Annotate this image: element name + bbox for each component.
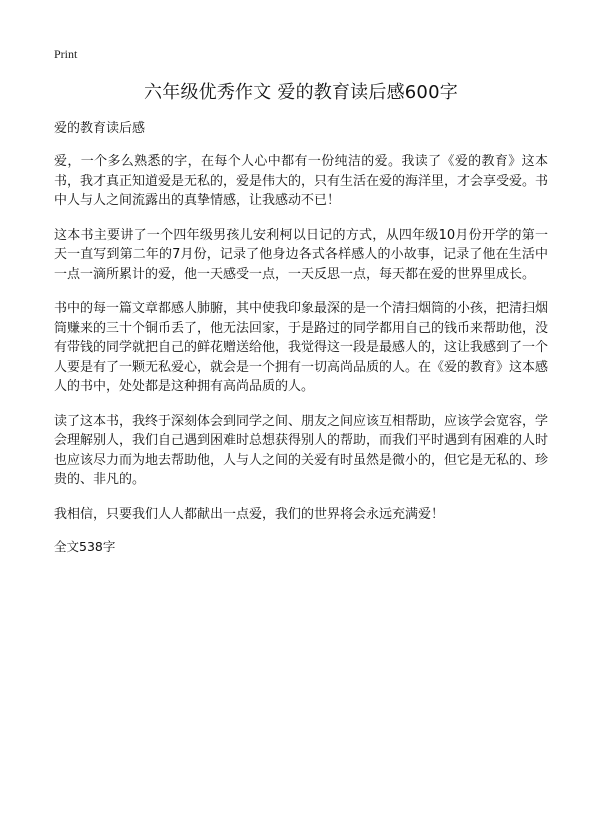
paragraph-1: 爱，一个多么熟悉的字，在每个人心中都有一份纯洁的爱。我读了《爱的教育》这本书，我才真正知道爱是无私的，爱是伟大的，只有生活在爱的海洋里，才会享受爱。书中人与人之间流露出的真挚情感，让我感动不已！ bbox=[54, 154, 549, 208]
word-count: 全文538字 bbox=[54, 539, 116, 554]
paragraph-4: 读了这本书，我终于深刻体会到同学之间、朋友之间应该互相帮助，应该学会宽容，学会理解别人，我们自己遇到困难时总想获得别人的帮助，而我们平时遇到有困难的人时也应该尽力而为地去帮助他，人与人之间的关爱有时虽然是微小的，但它是无私的、珍贵的、非凡的。 bbox=[54, 413, 549, 487]
paragraph-3: 书中的每一篇文章都感人肺腑，其中使我印象最深的是一个清扫烟筒的小孩，把清扫烟筒赚来的三十个铜币丢了，他无法回家，于是路过的同学都用自己的钱币来帮助他，没有带钱的同学就把自己的鲜花赠送给他，我觉得这一段是最感人的，这让我感到了一个人要是有了一颗无私爱心，就会是一个拥有一切高尚品质的人。在《爱的教育》这本感人的书中，处处都是这种拥有高尚品质的人。 bbox=[54, 301, 549, 394]
paragraph-5: 我相信，只要我们人人都献出一点爱，我们的世界将会永远充满爱！ bbox=[54, 506, 445, 522]
print-link[interactable]: Print bbox=[54, 47, 78, 61]
paragraph-2: 这本书主要讲了一个四年级男孩儿安利柯以日记的方式，从四年级10月份开学的第一天一直写到第二年的7月份，记录了他身边各式各样感人的小故事，记录了他在生活中一点一滴所累计的爱，他一天感受一点，一天反思一点，每天都在爱的世界里成长。 bbox=[54, 227, 548, 282]
article-title: 六年级优秀作文 爱的教育读后感600字 bbox=[144, 82, 458, 103]
article-body bbox=[54, 152, 548, 524]
article-subtitle: 爱的教育读后感 bbox=[54, 121, 146, 136]
